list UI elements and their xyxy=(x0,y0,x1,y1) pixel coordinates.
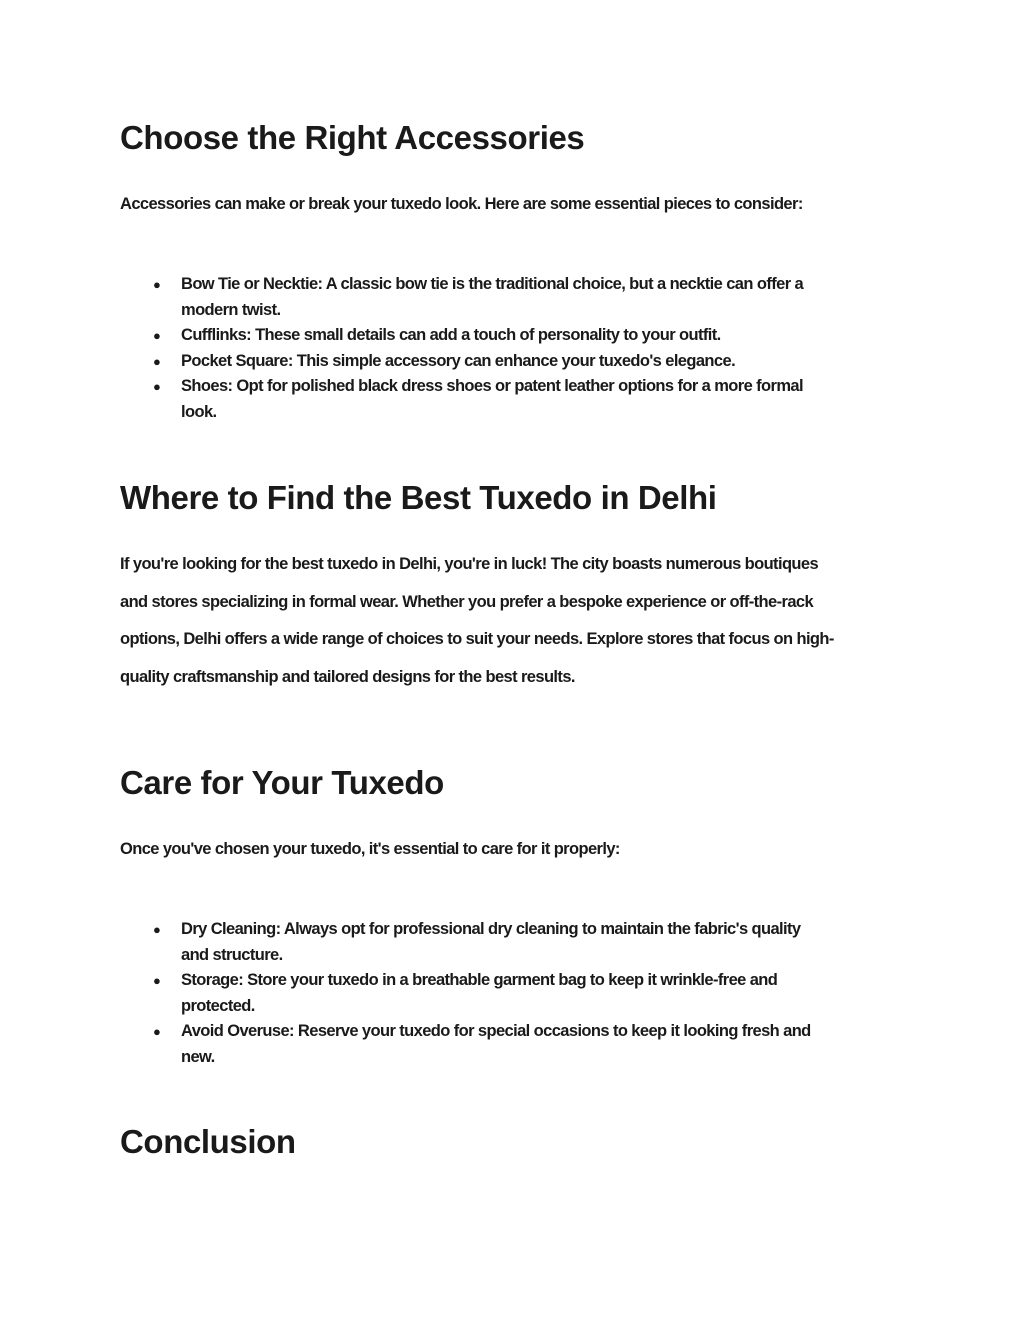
list-item: ● Pocket Square: This simple accessory can enhance your tuxedo's elegance. xyxy=(120,349,880,375)
care-intro: Once you've chosen your tuxedo, it's essential to care for it properly: xyxy=(120,840,620,858)
bullet-icon: ● xyxy=(153,973,161,988)
heading-care-for-tuxedo: Care for Your Tuxedo xyxy=(120,764,444,801)
bullet-icon: ● xyxy=(153,328,161,343)
heading-conclusion: Conclusion xyxy=(120,1123,296,1160)
where-to-find-paragraph: If you're looking for the best tuxedo in Delhi, you're in luck! The city boasts numerous boutiques and stores specializing in formal wear. Whether you prefer a bespoke experience or off-the-rack options, Delhi offers a wide range of choices to suit your needs. Explore stores that focus on high- quality craftsmanship and tailored designs for the best results. xyxy=(120,555,834,686)
list-item: ● Bow Tie or Necktie: A classic bow tie is the traditional choice, but a necktie can offer a modern twist. xyxy=(120,272,880,323)
heading-where-to-find: Where to Find the Best Tuxedo in Delhi xyxy=(120,479,717,516)
bullet-icon: ● xyxy=(153,379,161,394)
bullet-icon: ● xyxy=(153,353,161,369)
accessories-intro: Accessories can make or break your tuxedo look. Here are some essential pieces to consider: xyxy=(120,195,803,213)
bullet-icon: ● xyxy=(153,1024,161,1039)
accessories-list xyxy=(120,272,880,425)
list-item: ● Avoid Overuse: Reserve your tuxedo for special occasions to keep it looking fresh and new. xyxy=(120,1019,880,1070)
bullet-icon: ● xyxy=(153,922,161,937)
bullet-icon: ● xyxy=(153,277,161,292)
list-item: ● Cufflinks: These small details can add a touch of personality to your outfit. xyxy=(120,323,880,349)
list-item: ● Dry Cleaning: Always opt for professional dry cleaning to maintain the fabric's quality and structure. xyxy=(120,917,880,968)
heading-choose-accessories: Choose the Right Accessories xyxy=(120,119,585,156)
list-item: ● Storage: Store your tuxedo in a breathable garment bag to keep it wrinkle-free and protected. xyxy=(120,968,880,1019)
care-list xyxy=(120,917,880,1070)
list-item: ● Shoes: Opt for polished black dress shoes or patent leather options for a more formal look. xyxy=(120,374,880,425)
